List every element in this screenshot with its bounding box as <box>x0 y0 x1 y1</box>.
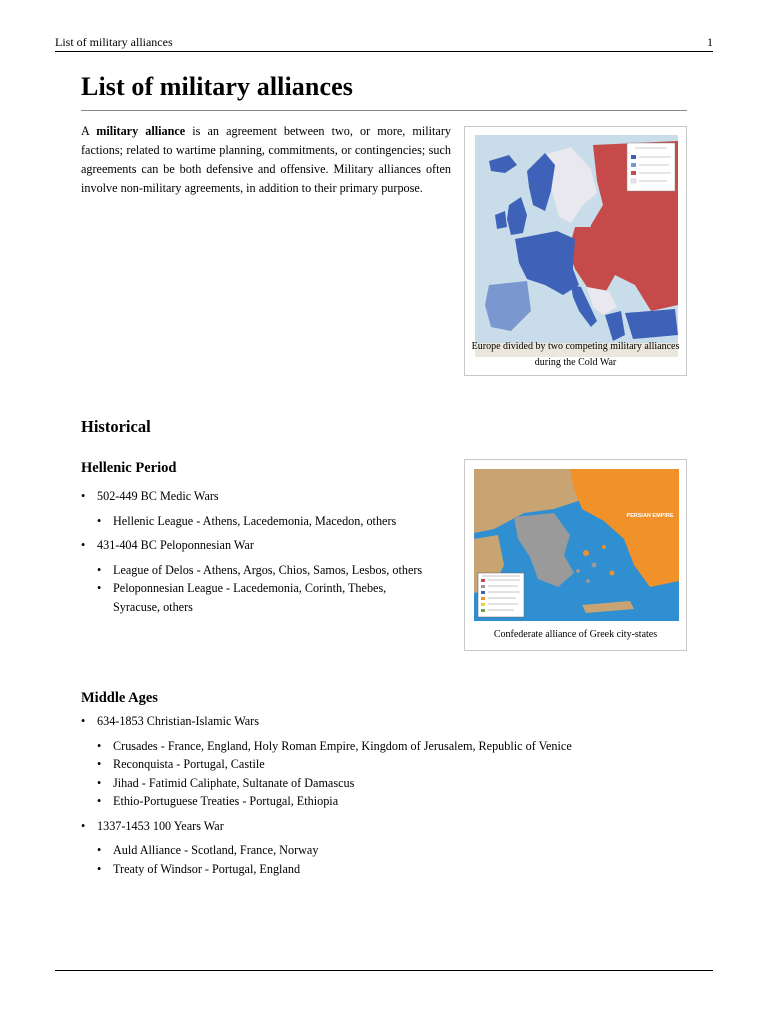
europe-map-image <box>475 135 678 357</box>
middle-ages-list <box>81 712 691 884</box>
sub-item-text: Hellenic League - Athens, Lacedemonia, Macedon, others <box>113 513 397 528</box>
intro-lead: A <box>81 124 97 138</box>
header-rule <box>55 51 713 52</box>
page-title: List of military alliances <box>81 72 353 101</box>
list-item <box>97 737 691 756</box>
sub-item-text: Peloponnesian League - Lacedemonia, Corinth, Thebes, Syracuse, others <box>113 581 387 614</box>
europe-map-caption: Europe divided by two competing military alliances during the Cold War <box>471 341 680 368</box>
list-item <box>81 487 456 530</box>
list-item <box>97 792 691 811</box>
sub-item-text: Treaty of Windsor - Portugal, England <box>113 861 301 876</box>
hellenic-item-2-sublist <box>97 561 427 617</box>
greece-map-svg <box>474 469 679 621</box>
running-header <box>55 35 713 50</box>
intro-body: is an agreement between two, or more, military factions; related to wartime planning, commitments, or contingencies; such agreements can be both defensive and offensive. Military alliances often involve non-military agreements, in addition to their primary purpose. <box>81 124 451 195</box>
sub-item-text: Crusades - France, England, Holy Roman Empire, Kingdom of Jerusalem, Republic of Venice <box>113 738 572 753</box>
greece-map-image <box>474 469 679 621</box>
list-item <box>97 561 427 580</box>
section-middle-ages-heading: Middle Ages <box>81 690 158 706</box>
figure-greece-map <box>464 459 687 651</box>
list-item <box>81 536 456 616</box>
sub-item-text: Ethio-Portuguese Treaties - Portugal, Ethiopia <box>113 794 339 808</box>
map-label-persian-empire: PERSIAN EMPIRE <box>626 513 674 519</box>
europe-map-svg <box>475 135 678 357</box>
list-item <box>97 860 691 879</box>
intro-paragraph <box>81 122 451 198</box>
footer-rule <box>55 970 713 971</box>
hellenic-item-1-sublist <box>97 512 456 531</box>
list-item <box>97 841 691 860</box>
section-hellenic-heading: Hellenic Period <box>81 460 177 476</box>
middle-ages-item-2-label: 1337-1453 100 Years War <box>97 818 224 833</box>
middle-ages-item-2-sublist <box>97 841 691 878</box>
hellenic-list <box>81 487 456 622</box>
sub-item-text: League of Delos - Athens, Argos, Chios, Samos, Lesbos, others <box>113 562 423 577</box>
greece-map-caption: Confederate alliance of Greek city-states <box>493 629 658 640</box>
hellenic-item-2-label: 431-404 BC Peloponnesian War <box>97 538 254 552</box>
sub-item-text: Jihad - Fatimid Caliphate, Sultanate of Damascus <box>113 775 355 790</box>
list-item <box>97 579 427 616</box>
middle-ages-item-1-label: 634-1853 Christian-Islamic Wars <box>97 714 259 728</box>
running-title: List of military alliances <box>55 35 173 49</box>
page-number: 1 <box>707 35 713 49</box>
sub-item-text: Reconquista - Portugal, Castile <box>113 757 265 771</box>
list-item <box>97 512 456 531</box>
title-underline <box>81 110 687 111</box>
section-historical-heading: Historical <box>81 417 151 436</box>
list-item <box>97 755 691 774</box>
list-item <box>81 712 691 811</box>
sub-item-text: Auld Alliance - Scotland, France, Norway <box>113 843 319 857</box>
list-item <box>81 817 691 879</box>
middle-ages-item-1-sublist <box>97 737 691 811</box>
list-item <box>97 774 691 793</box>
hellenic-item-1-label: 502-449 BC Medic Wars <box>97 489 219 503</box>
figure-europe-map <box>464 126 687 376</box>
intro-bold-term: military alliance <box>96 124 186 138</box>
